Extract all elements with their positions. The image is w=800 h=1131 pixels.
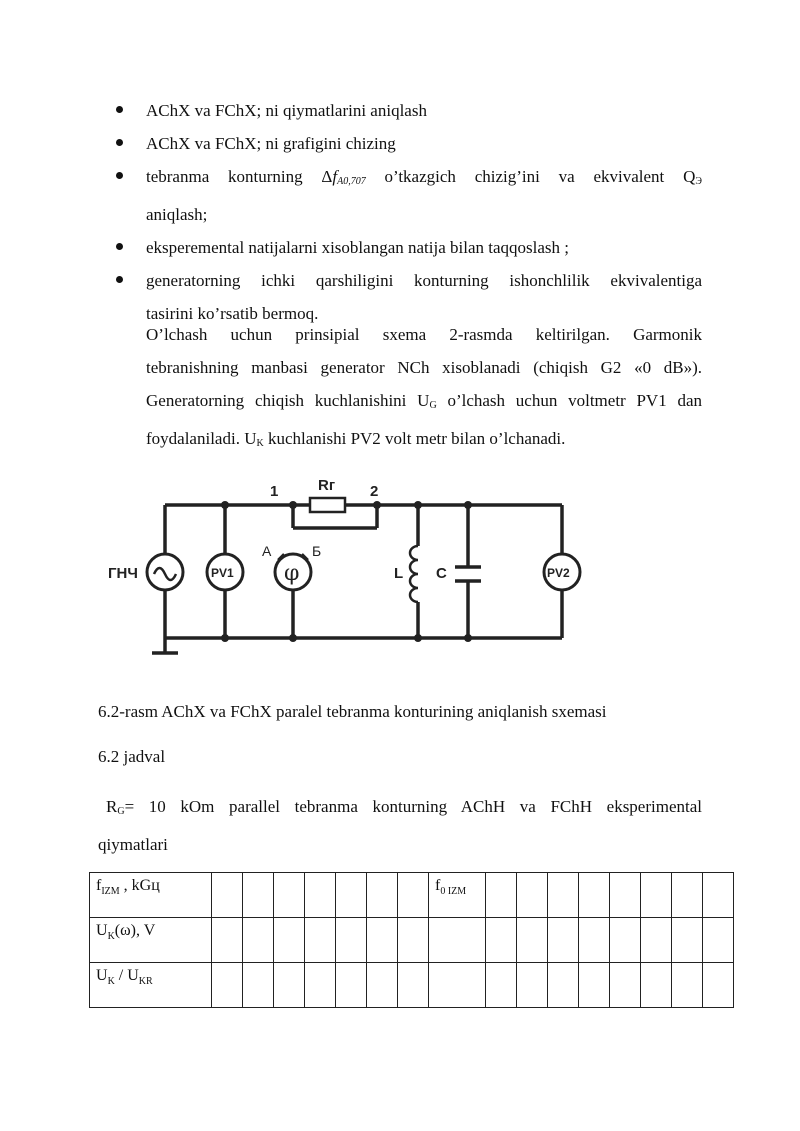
list-item: generatorning ichki qarshiligini konturning ishonchlilik ekvivalentiga tasirini ko’rsatib bermoq. — [110, 264, 702, 330]
list-item: AChX va FChX; ni grafigini chizing — [110, 127, 702, 160]
node-2-label: 2 — [370, 483, 379, 500]
terminal-a-label: А — [262, 543, 272, 559]
row-label-ratio: $U_K / U_{KR}$ — [90, 963, 212, 1008]
junction-dot — [414, 634, 422, 642]
terminal-b-label: Б — [312, 543, 322, 559]
delta-f-symbol: $\Delta f_{A0,707}$ — [321, 167, 366, 187]
pv2-label: PV2 — [547, 566, 570, 580]
bullet-icon — [116, 243, 123, 250]
inductor-label: L — [394, 565, 404, 582]
figure-caption: 6.2-rasm AChX va FChX paralel tebranma konturining aniqlanish sxemasi — [98, 702, 607, 721]
objectives-list — [110, 94, 702, 330]
capacitor-label: C — [436, 565, 447, 582]
table-row — [90, 873, 734, 918]
junction-dot — [414, 501, 422, 509]
resistor-symbol — [310, 498, 345, 512]
junction-dot — [464, 634, 472, 642]
bullet-icon — [116, 106, 123, 113]
resistor-label: Rг — [318, 477, 336, 494]
junction-dot — [373, 501, 381, 509]
row-label-voltage: $U_K(\omega)$, V — [90, 918, 212, 963]
junction-dot — [289, 501, 297, 509]
list-item: AChX va FChX; ni qiymatlarini aniqlash — [110, 94, 702, 127]
resonance-frequency-cell: $f_{0 IZM}$ — [429, 873, 486, 918]
node-1-label: 1 — [270, 483, 279, 500]
row-label-frequency: $f_{IZM}$ , kGц — [90, 873, 212, 918]
measurement-table — [89, 872, 734, 1008]
bullet-icon — [116, 139, 123, 146]
junction-dot — [221, 501, 229, 509]
table-row — [90, 963, 734, 1008]
table-row — [90, 918, 734, 963]
junction-dot — [221, 634, 229, 642]
q-symbol: $Q_Э$ — [683, 167, 702, 187]
inductor-symbol — [410, 546, 418, 602]
table-number: 6.2 jadval — [98, 747, 166, 766]
list-item: tebranma konturning $\Delta f_{A0,707}$ o’tkazgich chizig’ini va ekvivalent $Q_Э$ aniqlash; — [110, 160, 702, 231]
bullet-icon — [116, 276, 123, 283]
junction-dot — [464, 501, 472, 509]
table-title: $R_G= 10$ kOm parallel tebranma konturning AChH va FChH eksperimental qiymatlari — [98, 797, 702, 854]
list-item: eksperemental natijalarni xisoblangan natija bilan taqqoslash ; — [110, 231, 702, 264]
generator-label: ГНЧ — [108, 565, 138, 582]
junction-dot — [289, 634, 297, 642]
circuit-diagram — [100, 470, 600, 670]
pv1-label: PV1 — [211, 566, 234, 580]
measurement-paragraph: O’lchash uchun prinsipial sxema 2-rasmda keltirilgan. Garmonik tebranishning manbasi generator NCh xisoblanadi (chiqish G2 «0 dB»). Generatorning chiqish kuchlanishini $U_G$ o’lchash uchun voltmetr PV1 dan foydalaniladi. $U_K$ kuchlanishi PV2 volt metr bilan o’lchanadi. — [146, 325, 702, 449]
justified-line: tebranma konturning $\Delta f_{A0,707}$ o’tkazgich chizig’ini va ekvivalent $Q_Э$ — [146, 160, 702, 198]
bullet-icon — [116, 172, 123, 179]
phase-symbol: φ — [284, 561, 300, 586]
